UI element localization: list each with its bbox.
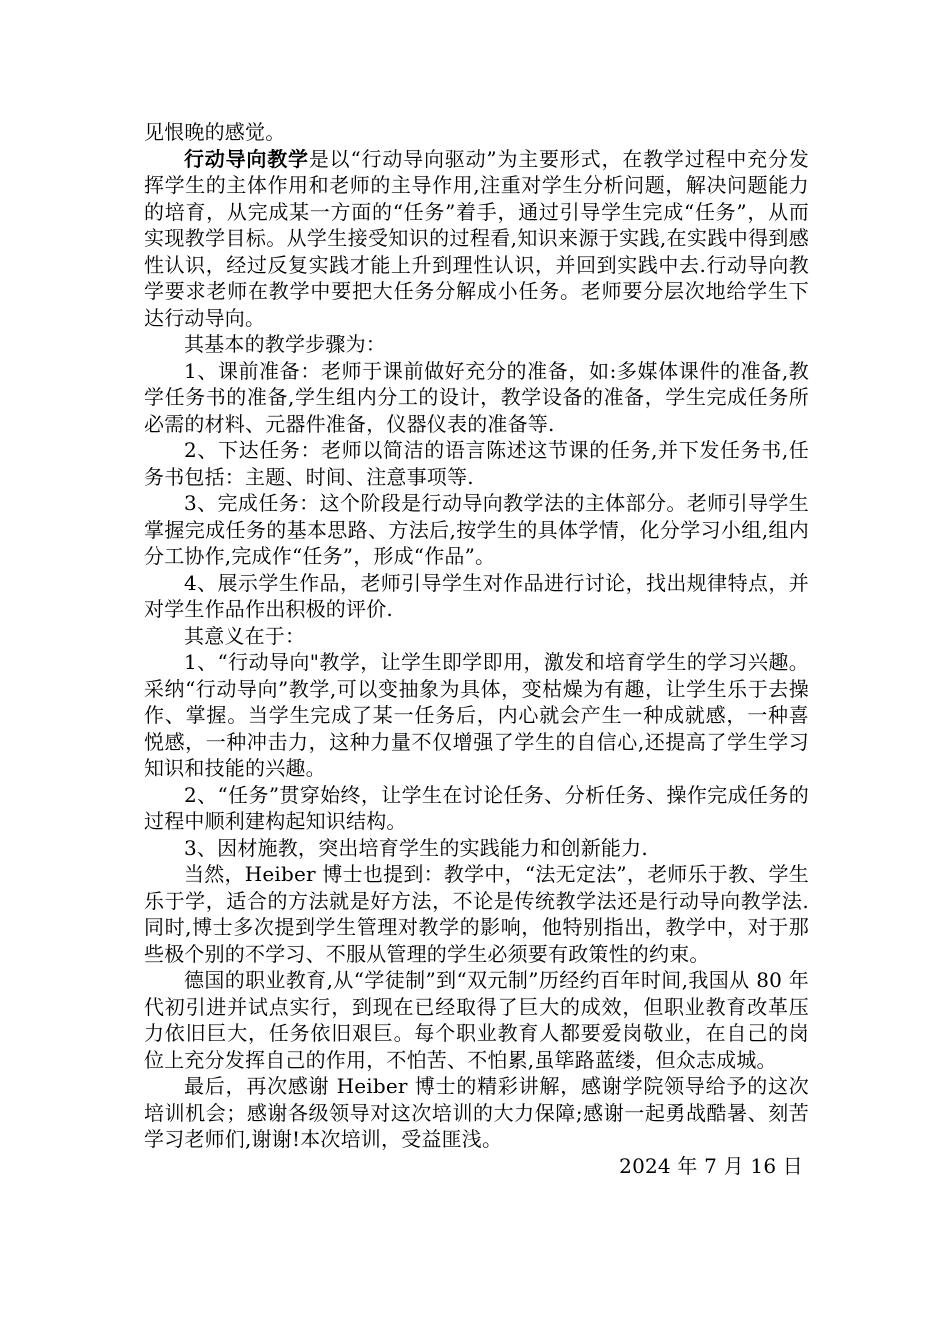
paragraph-heiber-remarks: 当然，Heiber 博士也提到：教学中，“法无定法”，老师乐于教、学生乐于学，适合的方法就是好方法，不论是传统教学法还是行动导向教学法.同时,博士多次提到学生管理对教学的影响，他特别指出，教学中，对于那些极个别的不学习、不服从管理的学生必须要有政策性的约束。: [144, 862, 809, 966]
document-page: [144, 119, 809, 1179]
paragraph-text: 是以“行动导向驱动”为主要形式，在教学过程中充分发挥学生的主体作用和老师的主导作用,注重对学生分析问题，解决问题能力的培育，从完成某一方面的“任务”着手，通过引导学生完成“任务”，从而实现教学目标。从学生接受知识的过程看,知识来源于实践,在实践中得到感性认识，经过反复实践才能上升到理性认识，并回到实践中去.行动导向教学要求老师在教学中要把大任务分解成小任务。老师要分层次地给学生下达行动导向。: [144, 146, 809, 330]
paragraph-significance-heading: 其意义在于：: [184, 623, 306, 648]
paragraph-steps-heading: 其基本的教学步骤为：: [184, 332, 386, 356]
paragraph-step-2: 2、下达任务：老师以简洁的语言陈述这节课的任务,并下发任务书,任务书包括：主题、时间、注意事项等.: [144, 438, 809, 489]
paragraph-step-3: 3、完成任务：这个阶段是行动导向教学法的主体部分。老师引导学生掌握完成任务的基本思路、方法后,按学生的具体学情，化分学习小组,组内分工协作,完成作“任务”，形成“作品”。: [144, 491, 809, 568]
paragraph-german-vocational: 德国的职业教育,从“学徒制”到“双元制”历经约百年时间,我国从 80 年代初引进并试点实行，到现在已经取得了巨大的成效，但职业教育改革压力依旧巨大，任务依旧艰巨。每个职业教育人都要爱岗敬业，在自己的岗位上充分发挥自己的作用，不怕苦、不怕累,虽筚路蓝缕，但众志成城。: [144, 968, 809, 1072]
paragraph-significance-3: 3、因材施教，突出培育学生的实践能力和创新能力.: [184, 835, 648, 860]
paragraph-significance-1: 1、“行动导向"教学，让学生即学即用，激发和培育学生的学习兴趣。采纳“行动导向”教学,可以变抽象为具体，变枯燥为有趣，让学生乐于去操作、掌握。当学生完成了某一任务后，内心就会产生一种成就感，一种喜悦感，一种冲击力，这种力量不仅增强了学生的自信心,还提高了学生学习知识和技能的兴趣。: [144, 650, 809, 780]
paragraph-intro-tail: 见恨晚的感觉。: [144, 120, 286, 144]
document-date: 2024 年 7 月 16 日: [619, 1153, 803, 1178]
paragraph-action-oriented-teaching: [144, 146, 809, 332]
paragraph-step-4: 4、展示学生作品，老师引导学生对作品进行讨论，找出规律特点，并对学生作品作出积极的评价.: [144, 570, 809, 621]
paragraph-step-1: 1、课前准备：老师于课前做好充分的准备，如:多媒体课件的准备,教学任务书的准备,学生组内分工的设计，教学设备的准备，学生完成任务所必需的材料、元器件准备，仪器仪表的准备等.: [144, 358, 809, 436]
bold-term: 行动导向教学: [184, 146, 309, 171]
paragraph-significance-2: 2、“任务”贯穿始终，让学生在讨论任务、分析任务、操作完成任务的过程中顺利建构起知识结构。: [144, 782, 809, 833]
paragraph-thanks: 最后，再次感谢 Heiber 博士的精彩讲解，感谢学院领导给予的这次培训机会；感谢各级领导对这次培训的大力保障;感谢一起勇战酷暑、刻苦学习老师们,谢谢!本次培训，受益匪浅。: [144, 1074, 809, 1151]
